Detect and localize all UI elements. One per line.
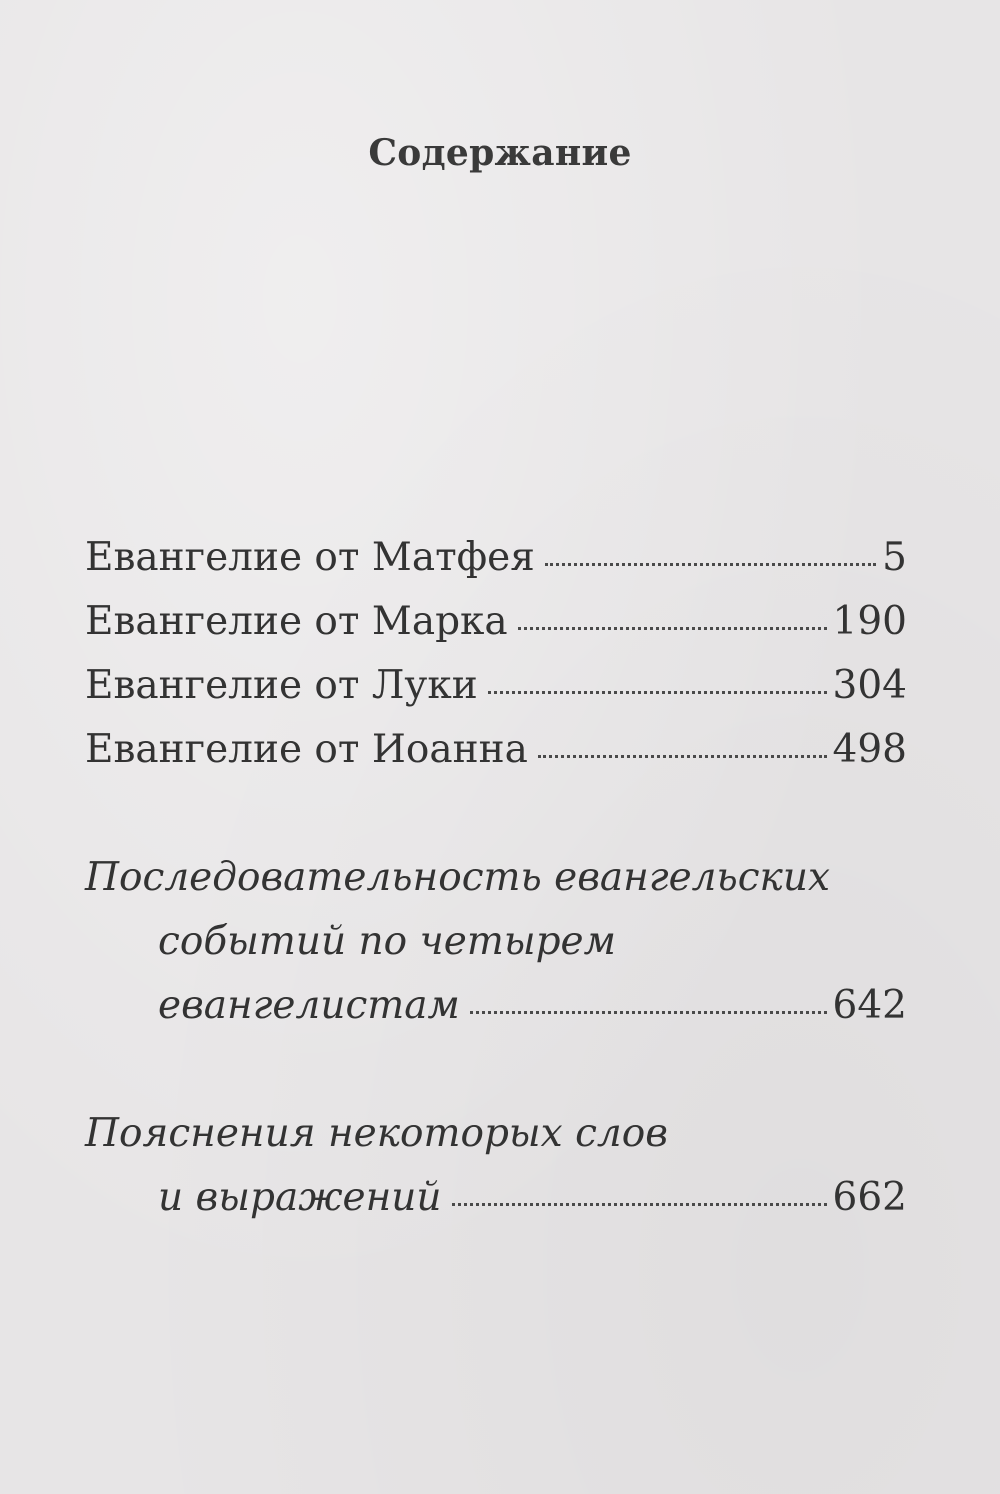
- toc-entry-label: евангелистам: [158, 983, 460, 1028]
- dot-leader: [545, 563, 876, 566]
- dot-leader: [470, 1011, 827, 1014]
- toc-entry-glossary[interactable]: [158, 1175, 907, 1220]
- toc-entry-page: 304: [832, 663, 907, 708]
- toc-entry-luke[interactable]: [85, 663, 907, 708]
- toc-entry-page: 498: [832, 727, 907, 772]
- dot-leader: [518, 627, 827, 630]
- toc-entry-page: 642: [832, 983, 907, 1028]
- toc-entry-john[interactable]: [85, 727, 907, 772]
- page-title: Содержание: [368, 132, 632, 174]
- toc-entry-label: и выражений: [158, 1175, 442, 1220]
- dot-leader: [538, 755, 827, 758]
- glossary-title-line1: Пояснения некоторых слов: [85, 1111, 668, 1156]
- toc-entry-page: 662: [832, 1175, 907, 1220]
- toc-entry-label: Евангелие от Матфея: [85, 535, 535, 580]
- toc-entry-page: 190: [832, 599, 907, 644]
- dot-leader: [488, 691, 827, 694]
- toc-entry-matthew[interactable]: [85, 535, 907, 580]
- toc-entry-page: 5: [882, 535, 907, 580]
- toc-entry-label: Евангелие от Марка: [85, 599, 508, 644]
- toc-entry-label: Евангелие от Луки: [85, 663, 478, 708]
- toc-entry-mark[interactable]: [85, 599, 907, 644]
- dot-leader: [452, 1203, 827, 1206]
- toc-entry-sequence[interactable]: [158, 983, 907, 1028]
- sequence-title-line2: событий по четырем: [158, 919, 616, 964]
- toc-entry-label: Евангелие от Иоанна: [85, 727, 528, 772]
- sequence-title-line1: Последовательность евангельских: [85, 855, 830, 900]
